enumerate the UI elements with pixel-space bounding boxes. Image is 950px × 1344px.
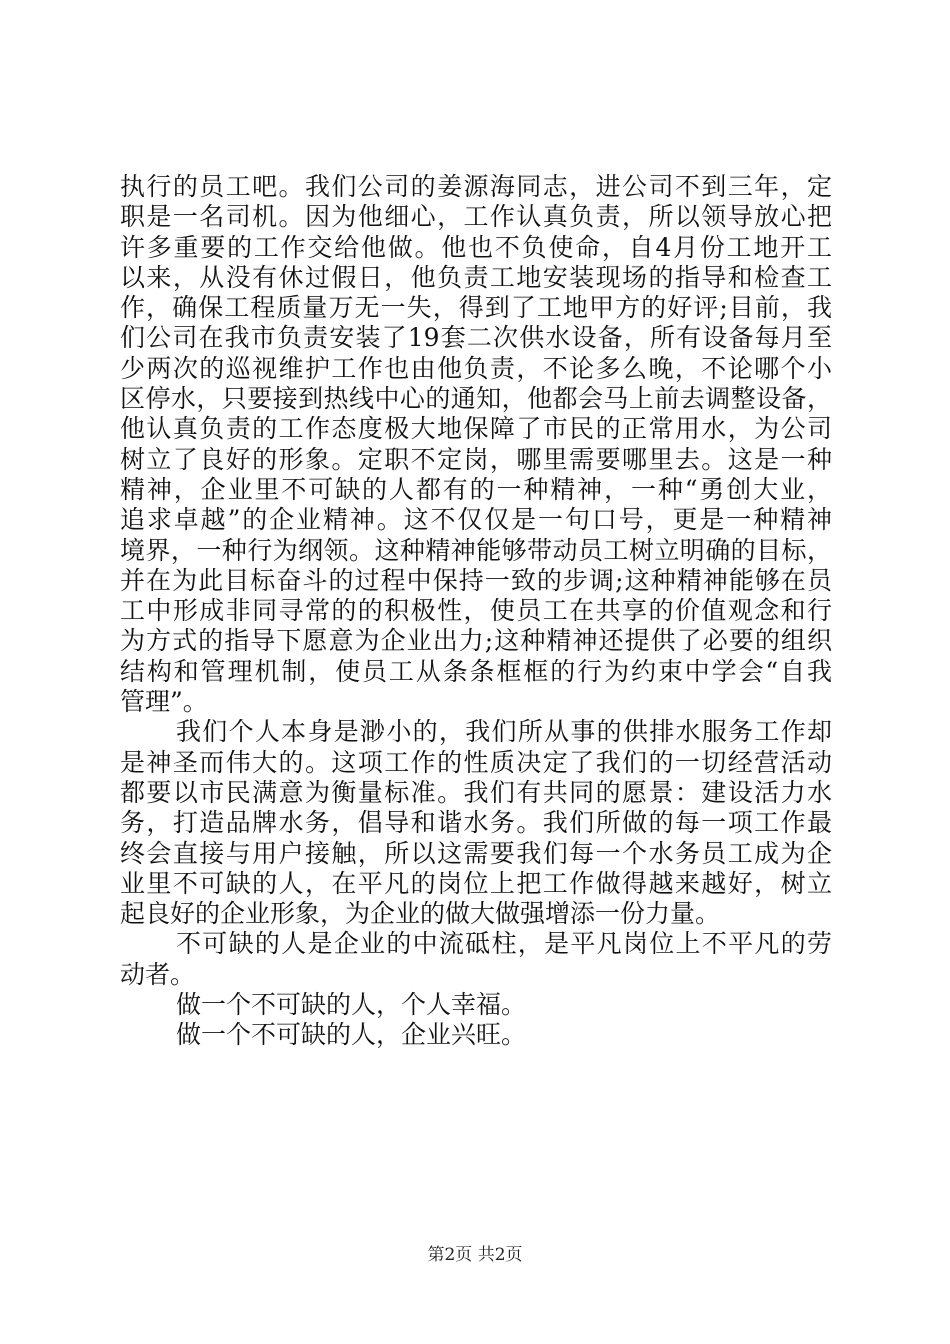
text-line: 树立了良好的形象。定职不定岗，哪里需要哪里去。这是一种 xyxy=(120,444,832,474)
text-line: 区停水，只要接到热线中心的通知，他都会马上前去调整设备， xyxy=(120,384,832,414)
text-line: 管理”。 xyxy=(120,687,208,717)
text-line: 起良好的企业形象，为企业的做大做强增添一份力量。 xyxy=(120,899,721,929)
body-text xyxy=(120,172,832,1051)
text-line: 结构和管理机制，使员工从条条框框的行为约束中学会“自我 xyxy=(120,656,832,686)
text-line: 们公司在我市负责安装了19套二次供水设备，所有设备每月至 xyxy=(120,323,832,353)
text-line: 少两次的巡视维护工作也由他负责，不论多么晚，不论哪个小 xyxy=(120,353,832,383)
text-line: 执行的员工吧。我们公司的姜源海同志，进公司不到三年，定 xyxy=(120,172,832,201)
paragraph-first-line: 我们个人本身是渺小的，我们所从事的供排水服务工作却 xyxy=(176,717,832,747)
text-line: 境界，一种行为纲领。这种精神能够带动员工树立明确的目标， xyxy=(120,535,832,565)
paragraph-first-line: 不可缺的人是企业的中流砥柱，是平凡岗位上不平凡的劳 xyxy=(176,929,832,959)
text-line: 为方式的指导下愿意为企业出力;这种精神还提供了必要的组织 xyxy=(120,626,832,656)
text-line: 以来，从没有休过假日，他负责工地安装现场的指导和检查工 xyxy=(120,262,832,292)
text-line: 追求卓越”的企业精神。这不仅仅是一句口号，更是一种精神 xyxy=(120,505,832,535)
paragraph-first-line: 做一个不可缺的人，个人幸福。 xyxy=(176,990,527,1020)
text-line: 工中形成非同寻常的的积极性，使员工在共享的价值观念和行 xyxy=(120,596,832,626)
text-line: 终会直接与用户接触，所以这需要我们每一个水务员工成为企 xyxy=(120,838,832,868)
text-line: 精神，企业里不可缺的人都有的一种精神，一种“勇创大业， xyxy=(120,474,832,504)
text-line: 职是一名司机。因为他细心，工作认真负责，所以领导放心把 xyxy=(120,202,832,232)
text-line: 许多重要的工作交给他做。他也不负使命，自4月份工地开工 xyxy=(120,232,832,262)
text-line: 是神圣而伟大的。这项工作的性质决定了我们的一切经营活动 xyxy=(120,747,832,777)
text-line: 并在为此目标奋斗的过程中保持一致的步调;这种精神能够在员 xyxy=(120,565,832,595)
text-line: 务，打造品牌水务，倡导和谐水务。我们所做的每一项工作最 xyxy=(120,808,832,838)
text-line: 业里不可缺的人，在平凡的岗位上把工作做得越来越好，树立 xyxy=(120,868,832,898)
text-line: 他认真负责的工作态度极大地保障了市民的正常用水，为公司 xyxy=(120,414,832,444)
page-number-footer: 第2页 共2页 xyxy=(427,1245,523,1265)
text-line: 动者。 xyxy=(120,959,196,989)
text-line: 作，确保工程质量万无一失，得到了工地甲方的好评;目前，我 xyxy=(120,293,832,323)
text-line: 都要以市民满意为衡量标准。我们有共同的愿景：建设活力水 xyxy=(120,777,832,807)
paragraph-first-line: 做一个不可缺的人，企业兴旺。 xyxy=(176,1020,527,1050)
